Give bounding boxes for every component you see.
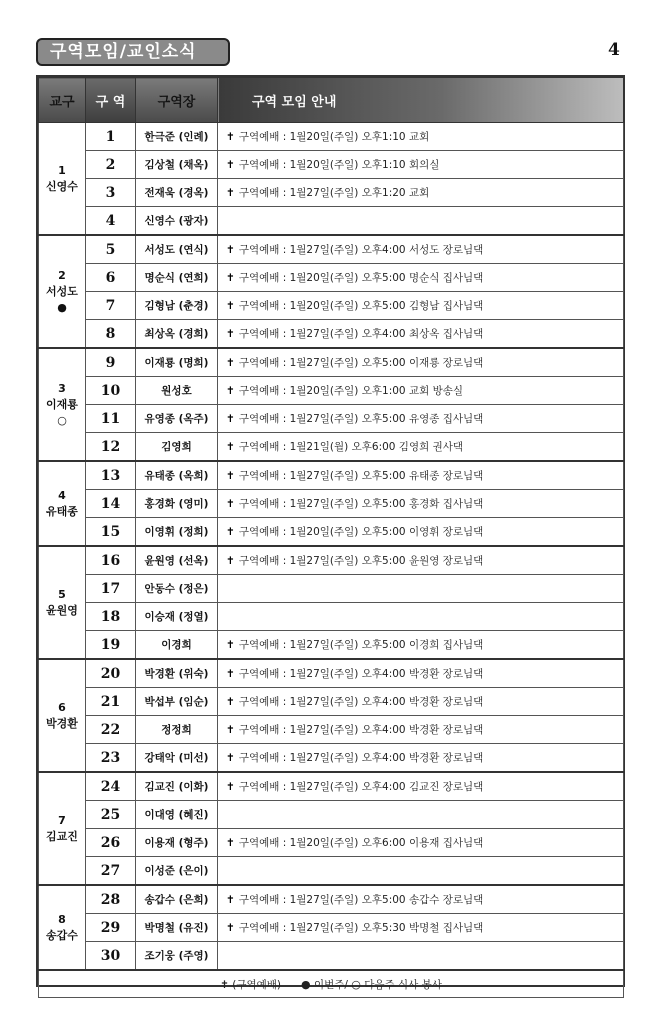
meeting-info — [218, 207, 624, 236]
district-number: 11 — [86, 405, 136, 433]
meeting-info — [218, 942, 624, 971]
district-leader: 강태악 (미선) — [136, 744, 218, 773]
table-row — [39, 857, 624, 886]
table-row — [39, 405, 624, 433]
gyogu-number: 7 — [58, 813, 66, 827]
gyogu-number: 1 — [58, 163, 66, 177]
district-number: 15 — [86, 518, 136, 547]
district-number: 30 — [86, 942, 136, 971]
meeting-info-text: 구역예배 : 1월20일(주일) 오후1:10 회의실 — [238, 159, 440, 171]
meeting-info — [218, 885, 624, 914]
table-row — [39, 659, 624, 688]
legend-row — [39, 970, 624, 998]
legend — [39, 970, 624, 998]
cross-icon: ✝ — [226, 668, 235, 680]
district-leader: 이대영 (혜진) — [136, 801, 218, 829]
district-leader: 이승재 (정열) — [136, 603, 218, 631]
meeting-info — [218, 433, 624, 462]
meeting-info — [218, 744, 624, 773]
cross-icon: ✝ — [226, 781, 235, 793]
cross-icon: ✝ — [226, 470, 235, 482]
table-row — [39, 235, 624, 264]
table-row — [39, 575, 624, 603]
table-row — [39, 490, 624, 518]
cross-icon: ✝ — [226, 752, 235, 764]
cross-icon: ✝ — [226, 385, 235, 397]
district-number: 13 — [86, 461, 136, 490]
meeting-info — [218, 829, 624, 857]
district-number: 14 — [86, 490, 136, 518]
gyogu-leader-name: 이재룡 — [46, 397, 78, 411]
meeting-info-text: 구역예배 : 1월21일(월) 오후6:00 김영희 권사댁 — [238, 441, 463, 453]
cross-icon: ✝ — [226, 328, 235, 340]
header-leader: 구역장 — [136, 78, 218, 123]
gyogu-cell — [39, 546, 86, 659]
table-row — [39, 292, 624, 320]
district-leader: 김형남 (춘경) — [136, 292, 218, 320]
cross-icon: ✝ — [226, 526, 235, 538]
meeting-info-text: 구역예배 : 1월27일(주일) 오후5:00 이경희 집사님댁 — [238, 639, 484, 651]
header-meeting-info: 구역 모임 안내 — [218, 78, 624, 123]
table-row — [39, 264, 624, 292]
cross-icon: ✝ — [226, 922, 235, 934]
cross-icon: ✝ — [226, 724, 235, 736]
district-number: 1 — [86, 123, 136, 151]
district-number: 3 — [86, 179, 136, 207]
table-row — [39, 320, 624, 349]
meeting-info — [218, 123, 624, 151]
table-row — [39, 377, 624, 405]
district-number: 24 — [86, 772, 136, 801]
meeting-info-text: 구역예배 : 1월27일(주일) 오후5:00 송갑수 장로님댁 — [238, 894, 484, 906]
meeting-info-text: 구역예배 : 1월27일(주일) 오후4:00 최상옥 집사님댁 — [238, 328, 484, 340]
meeting-info — [218, 179, 624, 207]
meeting-info-text: 구역예배 : 1월27일(주일) 오후4:00 김교진 장로님댁 — [238, 781, 484, 793]
district-leader: 이용재 (형주) — [136, 829, 218, 857]
meeting-info — [218, 914, 624, 942]
meeting-info-text: 구역예배 : 1월27일(주일) 오후5:30 박명철 집사님댁 — [238, 922, 484, 934]
table-row — [39, 461, 624, 490]
meeting-info-text: 구역예배 : 1월20일(주일) 오후6:00 이용재 집사님댁 — [238, 837, 484, 849]
meeting-info — [218, 151, 624, 179]
filled-circle-icon: ● — [57, 300, 67, 314]
meeting-info — [218, 235, 624, 264]
cross-icon: ✝ — [226, 244, 235, 256]
gyogu-number: 4 — [58, 488, 66, 502]
district-number: 5 — [86, 235, 136, 264]
cross-icon: ✝ — [226, 837, 235, 849]
cross-icon: ✝ — [226, 187, 235, 199]
table-row — [39, 772, 624, 801]
gyogu-cell — [39, 461, 86, 546]
cross-icon: ✝ — [226, 894, 235, 906]
gyogu-leader-name: 서성도 — [46, 284, 78, 298]
district-number: 19 — [86, 631, 136, 660]
district-number: 20 — [86, 659, 136, 688]
district-leader: 박명철 (유진) — [136, 914, 218, 942]
cross-icon: ✝ — [226, 159, 235, 171]
table-row — [39, 801, 624, 829]
district-leader: 김상철 (채옥) — [136, 151, 218, 179]
district-number: 9 — [86, 348, 136, 377]
meeting-info-text: 구역예배 : 1월20일(주일) 오후5:00 명순식 집사님댁 — [238, 272, 484, 284]
meeting-info-text: 구역예배 : 1월27일(주일) 오후4:00 박경환 장로님댁 — [238, 724, 484, 736]
header-gyogu: 교구 — [39, 78, 86, 123]
meeting-info — [218, 603, 624, 631]
gyogu-leader-name: 유태종 — [46, 504, 78, 518]
table-row — [39, 179, 624, 207]
meeting-info-text: 구역예배 : 1월27일(주일) 오후5:00 유태종 장로님댁 — [238, 470, 484, 482]
district-leader: 이경희 — [136, 631, 218, 660]
legend-cross-text: (구역예배) — [232, 978, 281, 991]
gyogu-number: 8 — [58, 912, 66, 926]
table-row — [39, 123, 624, 151]
district-number: 7 — [86, 292, 136, 320]
district-number: 18 — [86, 603, 136, 631]
cross-icon: ✝ — [226, 357, 235, 369]
legend-open-text: 다음주 식사 봉사 — [364, 978, 442, 991]
meeting-info — [218, 292, 624, 320]
district-leader: 명순식 (연희) — [136, 264, 218, 292]
district-leader: 이영휘 (정희) — [136, 518, 218, 547]
gyogu-cell — [39, 885, 86, 970]
gyogu-cell — [39, 348, 86, 461]
gyogu-number: 2 — [58, 268, 66, 282]
district-leader: 유영종 (옥주) — [136, 405, 218, 433]
meeting-info-text: 구역예배 : 1월27일(주일) 오후5:00 유영종 집사님댁 — [238, 413, 484, 425]
gyogu-cell — [39, 123, 86, 236]
table-row — [39, 207, 624, 236]
gyogu-leader-name: 송갑수 — [46, 928, 78, 942]
meeting-info-text: 구역예배 : 1월20일(주일) 오후1:10 교회 — [238, 131, 430, 143]
district-leader: 송갑수 (은희) — [136, 885, 218, 914]
district-number: 4 — [86, 207, 136, 236]
meeting-info-text: 구역예배 : 1월20일(주일) 오후1:00 교회 방송실 — [238, 385, 463, 397]
district-number: 23 — [86, 744, 136, 773]
cross-icon: ✝ — [226, 498, 235, 510]
table-row — [39, 151, 624, 179]
table-row — [39, 546, 624, 575]
gyogu-cell — [39, 772, 86, 885]
open-circle-icon: ○ — [351, 977, 361, 991]
district-leader: 이성준 (은이) — [136, 857, 218, 886]
table-header-row — [39, 78, 624, 123]
district-leader: 김교진 (이화) — [136, 772, 218, 801]
district-leader: 서성도 (연식) — [136, 235, 218, 264]
district-leader: 박섭부 (임순) — [136, 688, 218, 716]
district-number: 17 — [86, 575, 136, 603]
cross-icon: ✝ — [226, 555, 235, 567]
gyogu-leader-name: 박경환 — [46, 716, 78, 730]
district-number: 29 — [86, 914, 136, 942]
meeting-info-text: 구역예배 : 1월20일(주일) 오후5:00 이영휘 장로님댁 — [238, 526, 484, 538]
cross-icon: ✝ — [226, 413, 235, 425]
meeting-info-text: 구역예배 : 1월27일(주일) 오후4:00 박경환 장로님댁 — [238, 696, 484, 708]
district-leader: 신영수 (광자) — [136, 207, 218, 236]
cross-icon: ✝ — [226, 639, 235, 651]
meeting-info — [218, 264, 624, 292]
meeting-info — [218, 716, 624, 744]
district-number: 16 — [86, 546, 136, 575]
gyogu-cell — [39, 659, 86, 772]
table-row — [39, 829, 624, 857]
meeting-info — [218, 801, 624, 829]
district-number: 6 — [86, 264, 136, 292]
meeting-info-text: 구역예배 : 1월27일(주일) 오후1:20 교회 — [238, 187, 430, 199]
meeting-info — [218, 857, 624, 886]
table-row — [39, 744, 624, 773]
table-row — [39, 942, 624, 971]
district-number: 21 — [86, 688, 136, 716]
meeting-info — [218, 405, 624, 433]
meeting-info-text: 구역예배 : 1월27일(주일) 오후4:00 서성도 장로님댁 — [238, 244, 484, 256]
meeting-info-text: 구역예배 : 1월27일(주일) 오후5:00 윤원영 장로님댁 — [238, 555, 484, 567]
meeting-info — [218, 631, 624, 660]
district-leader: 김영희 — [136, 433, 218, 462]
cross-icon: ✝ — [226, 696, 235, 708]
gyogu-number: 3 — [58, 381, 66, 395]
meeting-info-text: 구역예배 : 1월27일(주일) 오후4:00 박경환 장로님댁 — [238, 752, 484, 764]
meeting-info — [218, 546, 624, 575]
district-number: 2 — [86, 151, 136, 179]
meeting-info — [218, 772, 624, 801]
meeting-info — [218, 659, 624, 688]
district-leader: 유태종 (옥희) — [136, 461, 218, 490]
district-meeting-table — [38, 77, 624, 998]
page-number: 4 — [608, 40, 620, 60]
table-row — [39, 885, 624, 914]
district-leader: 최상옥 (경희) — [136, 320, 218, 349]
district-leader: 안동수 (정은) — [136, 575, 218, 603]
gyogu-leader-name: 신영수 — [46, 179, 78, 193]
section-title: 구역모임/교인소식 — [36, 38, 230, 66]
legend-filled-text: 이번주/ — [313, 978, 348, 991]
district-leader: 원성호 — [136, 377, 218, 405]
cross-icon: ✝ — [226, 131, 235, 143]
table-row — [39, 518, 624, 547]
district-leader: 윤원영 (선옥) — [136, 546, 218, 575]
district-leader: 전재욱 (경옥) — [136, 179, 218, 207]
table-body — [39, 123, 624, 971]
district-leader: 정정희 — [136, 716, 218, 744]
gyogu-leader-name: 윤원영 — [46, 603, 78, 617]
meeting-info-text: 구역예배 : 1월27일(주일) 오후5:00 이재룡 장로님댁 — [238, 357, 484, 369]
meeting-info-text: 구역예배 : 1월27일(주일) 오후5:00 홍경화 집사님댁 — [238, 498, 484, 510]
meeting-info — [218, 461, 624, 490]
table-row — [39, 348, 624, 377]
filled-circle-icon: ● — [301, 977, 311, 991]
gyogu-leader-name: 김교진 — [46, 829, 78, 843]
table-row — [39, 688, 624, 716]
district-leader: 박경환 (위숙) — [136, 659, 218, 688]
district-leader: 한극준 (인례) — [136, 123, 218, 151]
district-number: 22 — [86, 716, 136, 744]
district-number: 26 — [86, 829, 136, 857]
district-number: 8 — [86, 320, 136, 349]
cross-icon: ✝ — [226, 441, 235, 453]
gyogu-number: 5 — [58, 587, 66, 601]
district-leader: 이재룡 (명희) — [136, 348, 218, 377]
meeting-info — [218, 490, 624, 518]
cross-icon: ✝ — [226, 272, 235, 284]
cross-icon: ✝ — [220, 978, 229, 991]
meeting-info-text: 구역예배 : 1월27일(주일) 오후4:00 박경환 장로님댁 — [238, 668, 484, 680]
table-row — [39, 914, 624, 942]
open-circle-icon: ○ — [57, 413, 67, 427]
gyogu-cell — [39, 235, 86, 348]
district-number: 27 — [86, 857, 136, 886]
meeting-info-text: 구역예배 : 1월20일(주일) 오후5:00 김형남 집사님댁 — [238, 300, 484, 312]
district-number: 12 — [86, 433, 136, 462]
district-leader: 홍경화 (영미) — [136, 490, 218, 518]
district-number: 25 — [86, 801, 136, 829]
meeting-info — [218, 688, 624, 716]
meeting-info — [218, 575, 624, 603]
district-leader: 조기웅 (주영) — [136, 942, 218, 971]
table-row — [39, 716, 624, 744]
meeting-info — [218, 348, 624, 377]
gyogu-number: 6 — [58, 700, 66, 714]
meeting-info — [218, 518, 624, 547]
district-number: 10 — [86, 377, 136, 405]
meeting-info — [218, 320, 624, 349]
table-row — [39, 433, 624, 462]
meeting-info — [218, 377, 624, 405]
table-row — [39, 631, 624, 660]
cross-icon: ✝ — [226, 300, 235, 312]
header-guyeok: 구 역 — [86, 78, 136, 123]
district-number: 28 — [86, 885, 136, 914]
table-row — [39, 603, 624, 631]
